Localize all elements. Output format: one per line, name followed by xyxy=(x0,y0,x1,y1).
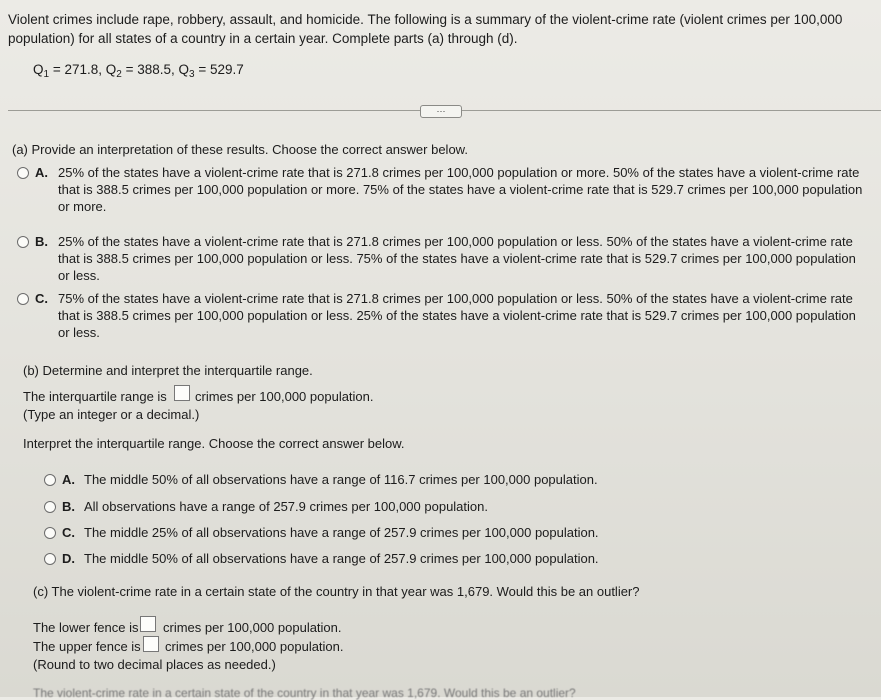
part-b-option-d-letter: D. xyxy=(62,551,75,566)
part-a-option-a-line-2: that is 388.5 crimes per 100,000 population or more. 75% of the states have a violent-crime rate that is 529.7 crimes per 100,000 population xyxy=(58,182,863,197)
upper-fence-suffix: crimes per 100,000 population. xyxy=(165,639,344,654)
upper-fence-prefix: The upper fence is xyxy=(33,639,141,654)
part-b-option-a-radio[interactable] xyxy=(44,474,56,486)
round-hint: (Round to two decimal places as needed.) xyxy=(33,657,276,672)
part-a-option-c-line-2: that is 388.5 crimes per 100,000 population or less. 25% of the states have a violent-crime rate that is 529.7 crimes per 100,000 population xyxy=(58,308,856,323)
iqr-hint: (Type an integer or a decimal.) xyxy=(23,407,200,422)
iqr-answer-input[interactable] xyxy=(174,385,190,401)
quartile-summary: $Q_1 = 271.8$, $Q_2 = 388.5$, $Q_3 = 529.7$ xyxy=(33,62,244,80)
part-c-question: (c) The violent-crime rate in a certain state of the country in that year was 1,679. Would this be an outlier? xyxy=(33,584,640,599)
part-a-question: (a) Provide an interpretation of these results. Choose the correct answer below. xyxy=(12,142,468,157)
lower-fence-suffix: crimes per 100,000 population. xyxy=(163,620,342,635)
iqr-prefix: The interquartile range is xyxy=(23,389,167,404)
part-b-option-b-text: All observations have a range of 257.9 crimes per 100,000 population. xyxy=(84,499,488,514)
part-b-question: (b) Determine and interpret the interquartile range. xyxy=(23,363,313,378)
part-a-option-a-letter: A. xyxy=(35,165,48,180)
part-a-option-a-line-1: 25% of the states have a violent-crime rate that is 271.8 crimes per 100,000 population or more. 50% of the states have a violent-crime rate xyxy=(58,165,860,180)
part-b-option-a-text: The middle 50% of all observations have a range of 116.7 crimes per 100,000 population. xyxy=(84,472,598,487)
more-options-button[interactable]: ⋯ xyxy=(420,105,462,118)
part-a-option-a-radio[interactable] xyxy=(17,167,29,179)
upper-fence-input[interactable] xyxy=(143,636,159,652)
lower-fence-input[interactable] xyxy=(140,616,156,632)
part-b-option-c-letter: C. xyxy=(62,525,75,540)
part-a-option-c-line-1: 75% of the states have a violent-crime rate that is 271.8 crimes per 100,000 population or less. 50% of the states have a violent-crime rate xyxy=(58,291,853,306)
part-b-option-c-text: The middle 25% of all observations have a range of 257.9 crimes per 100,000 population. xyxy=(84,525,599,540)
part-a-option-c-line-3: or less. xyxy=(58,325,100,340)
part-b-option-d-text: The middle 50% of all observations have a range of 257.9 crimes per 100,000 population. xyxy=(84,551,599,566)
part-a-option-b-line-3: or less. xyxy=(58,268,100,283)
lower-fence-prefix: The lower fence is xyxy=(33,620,139,635)
part-b-option-d-radio[interactable] xyxy=(44,553,56,565)
problem-intro-line-1: Violent crimes include rape, robbery, assault, and homicide. The following is a summary of the violent-crime rate (violent crimes per 100,000 xyxy=(8,12,843,27)
part-a-option-b-line-2: that is 388.5 crimes per 100,000 population or less. 75% of the states have a violent-crime rate that is 529.7 crimes per 100,000 population xyxy=(58,251,856,266)
problem-intro-line-2: population) for all states of a country in a certain year. Complete parts (a) through (d). xyxy=(8,31,518,46)
iqr-interpret-prompt: Interpret the interquartile range. Choose the correct answer below. xyxy=(23,436,405,451)
part-b-option-a-letter: A. xyxy=(62,472,75,487)
part-a-option-b-radio[interactable] xyxy=(17,236,29,248)
part-d-cut-off-line: The violent-crime rate in a certain state of the country in that year was 1,679. Would this be an outlier? xyxy=(33,686,576,700)
part-a-option-b-letter: B. xyxy=(35,234,48,249)
part-a-option-a-line-3: or more. xyxy=(58,199,107,214)
part-b-option-b-letter: B. xyxy=(62,499,75,514)
part-b-option-b-radio[interactable] xyxy=(44,501,56,513)
part-a-option-b-line-1: 25% of the states have a violent-crime rate that is 271.8 crimes per 100,000 population or less. 50% of the states have a violent-crime rate xyxy=(58,234,853,249)
part-b-option-c-radio[interactable] xyxy=(44,527,56,539)
part-a-option-c-radio[interactable] xyxy=(17,293,29,305)
part-a-option-c-letter: C. xyxy=(35,291,48,306)
iqr-suffix: crimes per 100,000 population. xyxy=(195,389,374,404)
